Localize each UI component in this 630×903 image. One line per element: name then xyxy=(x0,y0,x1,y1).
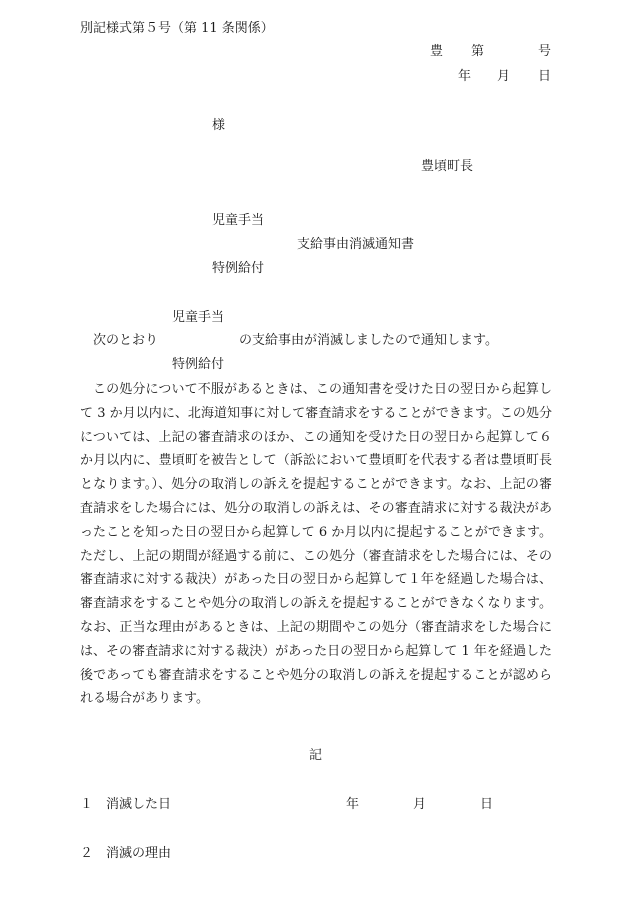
doc-number-prefix: 豊 xyxy=(430,44,444,59)
notice-prefix: 次のとおり xyxy=(93,333,159,348)
item-1-label: 消滅した日 xyxy=(106,797,172,812)
notice-option-child-allowance: 児童手当 xyxy=(172,310,225,325)
item-1-day: 日 xyxy=(480,797,494,812)
date-year: 年 xyxy=(458,69,472,84)
notice-option-special-benefit: 特例給付 xyxy=(172,357,225,372)
appeal-paragraph: この処分について不服があるときは、この通知書を受けた日の翌日から起算して 3 か月以内に、北海道知事に対して審査請求をすることができます。この処分については、上記の審査請求のほか、この通知を受けた日の翌日から起算して６か月以内に、豊頃町を被告として（訴訟において豊頃町を代表する者は豊頃町長となります。）、処分の取消しの訴えを提起することができます。なお、上記の審査請求をした場合には、処分の取消しの訴えは、その審査請求に対する裁決があったことを知った日の翌日から起算して 6 か月以内に提起することができます。ただし、上記の期間が経過する前に、この処分（審査請求をした場合には、その審査請求に対する裁決）があった日の翌日から起算して１年を経過した場合は、審査請求をすることや処分の取消しの訴えを提起することができなくなります。なお、正当な理由があるときは、上記の期間やこの処分（審査請求をした場合には、その審査請求に対する裁決）があった日の翌日から起算して 1 年を経過した後であっても審査請求をすることや処分の取消しの訴えを提起することが認められる場合があります。 xyxy=(80,382,552,707)
doc-number-middle: 第 xyxy=(471,44,485,59)
date-month: 月 xyxy=(497,69,511,84)
sender-name: 豊頃町長 xyxy=(421,159,474,174)
form-number: 別記様式第５号（第 11 条関係） xyxy=(80,21,274,36)
notice-suffix: の支給事由が消滅しましたので通知します。 xyxy=(239,333,498,348)
ki-heading: 記 xyxy=(309,748,323,763)
page-title: 支給事由消滅通知書 xyxy=(297,237,415,252)
title-line-special-benefit: 特例給付 xyxy=(212,261,265,276)
item-1-year: 年 xyxy=(346,797,360,812)
doc-number-suffix: 号 xyxy=(538,44,552,59)
item-1-number: １ xyxy=(80,797,94,812)
item-2-number: ２ xyxy=(80,846,94,861)
addressee-honorific: 様 xyxy=(212,118,226,133)
item-1-month: 月 xyxy=(413,797,427,812)
appeal-instructions xyxy=(80,378,552,711)
title-line-child-allowance: 児童手当 xyxy=(212,213,265,228)
date-day: 日 xyxy=(538,69,552,84)
item-2-label: 消滅の理由 xyxy=(106,846,172,861)
